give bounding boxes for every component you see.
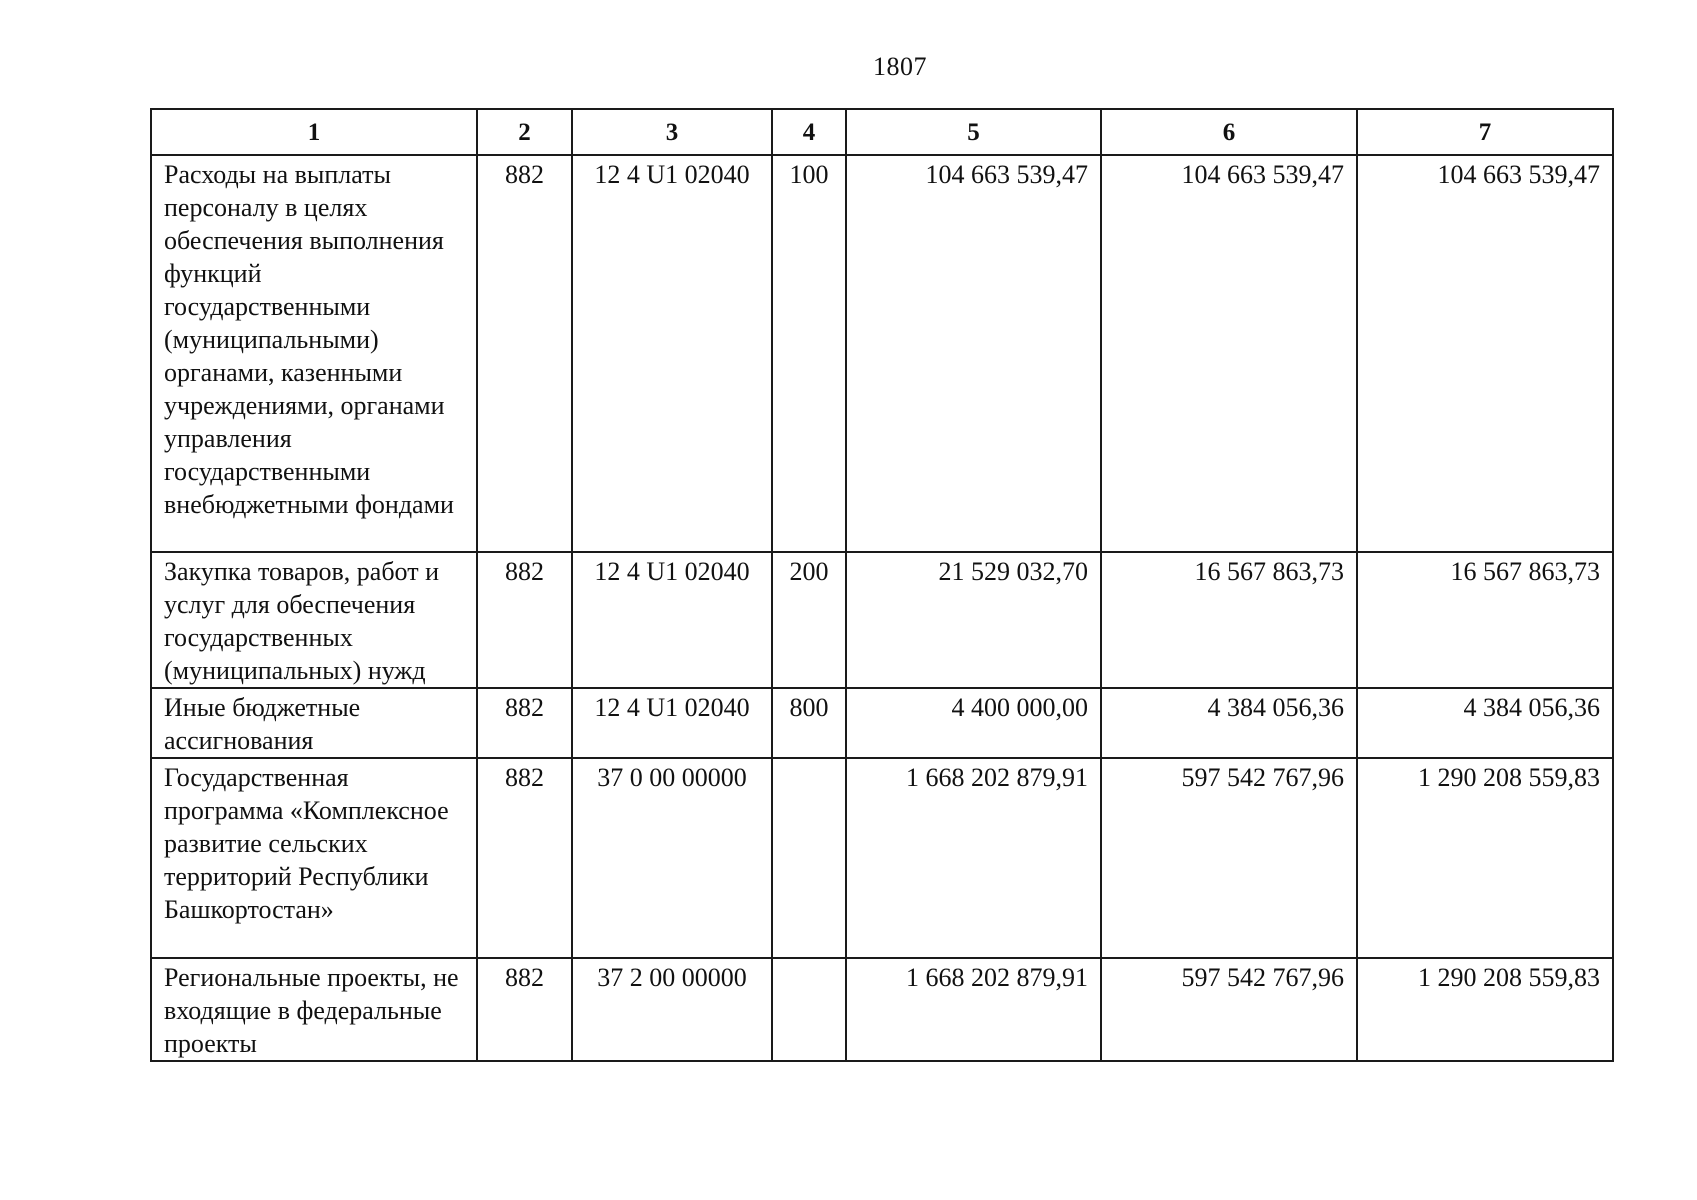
row-target-article-cell: 12 4 U1 02040 (572, 155, 772, 552)
column-header-4: 4 (772, 109, 846, 155)
column-header-2: 2 (477, 109, 572, 155)
row-name-cell: Государственная программа «Комплексное развитие сельских территорий Республики Башкортостан» (151, 758, 477, 958)
column-header-3: 3 (572, 109, 772, 155)
row-expense-type-cell: 800 (772, 688, 846, 758)
row-amount-col7-cell: 1 290 208 559,83 (1357, 758, 1613, 958)
row-amount-col6-cell: 4 384 056,36 (1101, 688, 1357, 758)
row-admin-code-cell: 882 (477, 688, 572, 758)
row-amount-col6-cell: 16 567 863,73 (1101, 552, 1357, 688)
table-row (151, 758, 1613, 958)
row-target-article-cell: 12 4 U1 02040 (572, 688, 772, 758)
table-row (151, 552, 1613, 688)
row-admin-code-cell: 882 (477, 155, 572, 552)
row-target-article-cell: 12 4 U1 02040 (572, 552, 772, 688)
row-amount-col7-cell: 1 290 208 559,83 (1357, 958, 1613, 1061)
row-expense-type-cell (772, 958, 846, 1061)
column-header-5: 5 (846, 109, 1101, 155)
row-name-cell: Расходы на выплаты персоналу в целях обеспечения выполнения функций государственными (муниципальными) органами, казенными учреждениями, органами управления государственными внебюджетными фондами (151, 155, 477, 552)
row-name-cell: Закупка товаров, работ и услуг для обеспечения государственных (муниципальных) нужд (151, 552, 477, 688)
row-amount-col5-cell: 104 663 539,47 (846, 155, 1101, 552)
budget-table (150, 108, 1614, 1062)
row-amount-col5-cell: 1 668 202 879,91 (846, 958, 1101, 1061)
row-amount-col7-cell: 4 384 056,36 (1357, 688, 1613, 758)
table-row (151, 688, 1613, 758)
table-row (151, 155, 1613, 552)
page-number: 1807 (873, 52, 927, 81)
row-target-article-cell: 37 2 00 00000 (572, 958, 772, 1061)
row-name-cell: Иные бюджетные ассигнования (151, 688, 477, 758)
column-header-6: 6 (1101, 109, 1357, 155)
row-expense-type-cell: 100 (772, 155, 846, 552)
row-amount-col6-cell: 597 542 767,96 (1101, 758, 1357, 958)
row-expense-type-cell: 200 (772, 552, 846, 688)
row-amount-col7-cell: 16 567 863,73 (1357, 552, 1613, 688)
row-amount-col5-cell: 1 668 202 879,91 (846, 758, 1101, 958)
row-amount-col6-cell: 104 663 539,47 (1101, 155, 1357, 552)
row-expense-type-cell (772, 758, 846, 958)
row-target-article-cell: 37 0 00 00000 (572, 758, 772, 958)
row-name-cell: Региональные проекты, не входящие в федеральные проекты (151, 958, 477, 1061)
row-admin-code-cell: 882 (477, 552, 572, 688)
table-row (151, 958, 1613, 1061)
row-amount-col7-cell: 104 663 539,47 (1357, 155, 1613, 552)
row-amount-col6-cell: 597 542 767,96 (1101, 958, 1357, 1061)
row-admin-code-cell: 882 (477, 758, 572, 958)
row-amount-col5-cell: 21 529 032,70 (846, 552, 1101, 688)
header-row (151, 109, 1613, 155)
row-amount-col5-cell: 4 400 000,00 (846, 688, 1101, 758)
column-header-1: 1 (151, 109, 477, 155)
row-admin-code-cell: 882 (477, 958, 572, 1061)
column-header-7: 7 (1357, 109, 1613, 155)
